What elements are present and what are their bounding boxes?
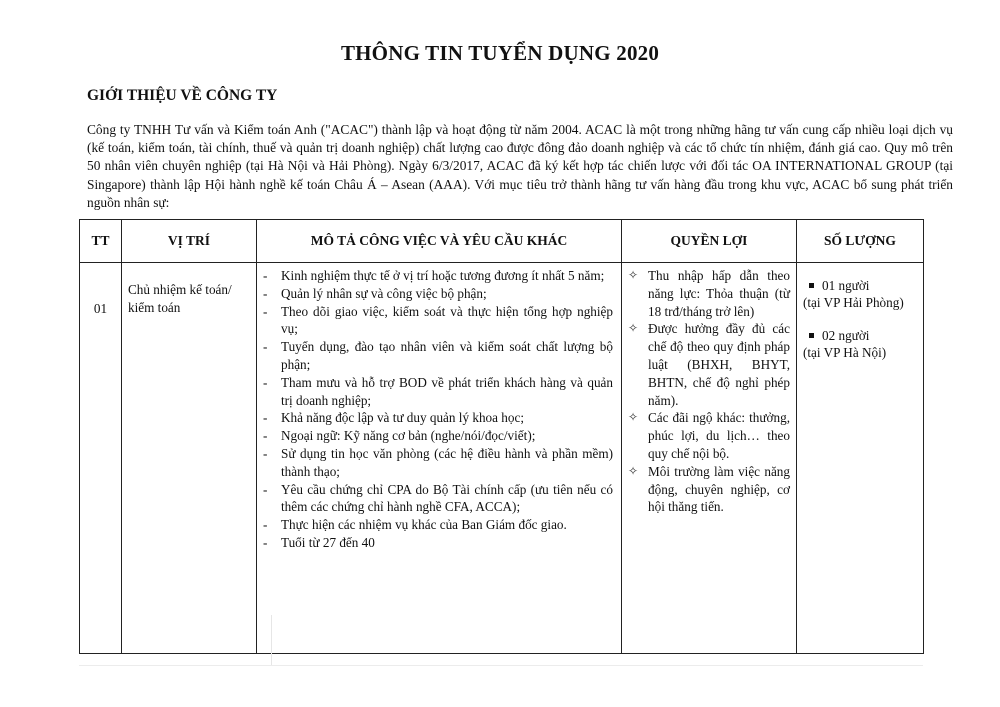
description-item xyxy=(263,534,613,552)
description-text: Quản lý nhân sự và công việc bộ phận; xyxy=(281,285,487,301)
quantity-item xyxy=(803,277,917,311)
dash-marker: - xyxy=(263,374,268,390)
benefit-text: Môi trường làm việc năng động, chuyên nghiệp, cơ hội thăng tiến. xyxy=(648,463,790,515)
description-item xyxy=(263,445,613,481)
benefit-item xyxy=(628,267,790,320)
description-item xyxy=(263,267,613,285)
header-description: MÔ TẢ CÔNG VIỆC VÀ YÊU CẦU KHÁC xyxy=(257,220,622,263)
benefit-item xyxy=(628,320,790,409)
recruitment-table xyxy=(79,219,924,654)
description-item xyxy=(263,303,613,339)
square-bullet-icon xyxy=(809,333,814,338)
square-bullet-icon xyxy=(809,283,814,288)
quantity-list xyxy=(797,263,923,361)
table-row xyxy=(80,263,924,654)
dash-marker: - xyxy=(263,268,268,283)
row-position: Chủ nhiệm kế toán/ kiểm toán xyxy=(122,263,257,654)
description-text: Khả năng độc lập và tư duy quản lý khoa học; xyxy=(281,410,524,426)
intro-paragraph: Công ty TNHH Tư vấn và Kiểm toán Anh ("ACAC") thành lập và hoạt động từ năm 2004. ACAC là một trong những hãng tư vấn cung cấp nhiều loại dịch vụ (kế toán, kiểm toán, tài chính, thuế và quản trị doanh nghiệp) chất lượng cao được đông đảo doanh nghiệp và các tổ chức tín nhiệm, đánh giá cao. Quy mô trên 50 nhân viên chuyên nghiệp (tại Hà Nội và Hải Phòng). Ngày 6/3/2017, ACAC đã ký kết hợp tác chiến lược với đối tác OA INTERNATIONAL GROUP (tại Singapore) thành lập Hội hành nghề kế toán Châu Á – Asean (AAA). Với mục tiêu trở thành hãng tư vấn hàng đầu trong khu vực, ACAC bổ sung phát triển nguồn nhân sự: xyxy=(87,122,953,210)
description-text: Kinh nghiệm thực tế ở vị trí hoặc tương đương ít nhất 5 năm; xyxy=(281,268,605,283)
dash-marker: - xyxy=(263,517,268,533)
quantity-location: (tại VP Hải Phòng) xyxy=(803,295,904,310)
description-text: Sử dụng tin học văn phòng (các hệ điều hành và phần mềm) thành thạo; xyxy=(281,445,613,479)
description-text: Tham mưu và hỗ trợ BOD về phát triển khách hàng và quản trị doanh nghiệp; xyxy=(281,374,613,408)
document-title: THÔNG TIN TUYỂN DỤNG 2020 xyxy=(340,41,660,65)
section-heading: GIỚI THIỆU VỀ CÔNG TY xyxy=(87,87,278,104)
header-position: VỊ TRÍ xyxy=(122,220,257,263)
header-benefits: QUYỀN LỢI xyxy=(622,220,797,263)
dash-marker: - xyxy=(263,339,268,355)
dash-marker: - xyxy=(263,445,268,461)
description-item xyxy=(263,516,613,534)
row-quantity xyxy=(797,263,924,654)
benefits-list xyxy=(622,263,796,516)
faint-divider xyxy=(271,615,272,665)
description-list xyxy=(257,263,621,552)
star-bullet-icon: ✧ xyxy=(628,321,639,336)
dash-marker: - xyxy=(263,428,268,444)
description-item xyxy=(263,338,613,374)
quantity-location: (tại VP Hà Nội) xyxy=(803,345,887,360)
description-text: Ngoại ngữ: Kỹ năng cơ bản (nghe/nói/đọc/viết); xyxy=(281,428,536,444)
description-text: Tuổi từ 27 đến 40 xyxy=(281,534,375,550)
description-text: Theo dõi giao việc, kiểm soát và thực hiện tổng hợp nghiệp vụ; xyxy=(281,303,613,337)
row-description xyxy=(257,263,622,654)
table-header-row xyxy=(80,220,924,263)
star-bullet-icon: ✧ xyxy=(628,463,639,478)
benefit-item xyxy=(628,409,790,462)
quantity-count: 02 người xyxy=(822,328,870,343)
description-item xyxy=(263,427,613,445)
quantity-item xyxy=(803,327,917,361)
benefit-text: Được hưởng đầy đủ các chế độ theo quy định pháp luật (BHXH, BHYT, BHTN, chế độ nghỉ phép năm). xyxy=(648,321,790,408)
star-bullet-icon: ✧ xyxy=(628,268,639,282)
description-text: Tuyển dụng, đào tạo nhân viên và kiểm soát chất lượng bộ phận; xyxy=(281,339,613,372)
dash-marker: - xyxy=(263,285,268,301)
faint-divider xyxy=(79,665,923,666)
benefit-text: Thu nhập hấp dẫn theo năng lực: Thỏa thuận (từ 18 trđ/tháng trở lên) xyxy=(648,268,790,319)
header-tt: TT xyxy=(80,220,122,263)
row-tt: 01 xyxy=(80,263,122,654)
dash-marker: - xyxy=(263,410,268,426)
benefit-text: Các đãi ngộ khác: thưởng, phúc lợi, du lịch… theo quy chế nội bộ. xyxy=(648,410,790,461)
description-text: Thực hiện các nhiệm vụ khác của Ban Giám đốc giao. xyxy=(281,517,567,533)
description-text: Yêu cầu chứng chỉ CPA do Bộ Tài chính cấp (ưu tiên nếu có thêm các chứng chỉ hành nghề CFA, ACCA); xyxy=(281,481,613,515)
star-bullet-icon: ✧ xyxy=(628,410,639,425)
description-item xyxy=(263,481,613,517)
quantity-count: 01 người xyxy=(822,278,870,293)
dash-marker: - xyxy=(263,534,268,550)
row-benefits xyxy=(622,263,797,654)
benefit-item xyxy=(628,463,790,516)
description-item xyxy=(263,409,613,427)
dash-marker: - xyxy=(263,481,268,497)
description-item xyxy=(263,285,613,303)
description-item xyxy=(263,374,613,410)
dash-marker: - xyxy=(263,303,268,319)
header-quantity: SỐ LƯỢNG xyxy=(797,220,924,263)
